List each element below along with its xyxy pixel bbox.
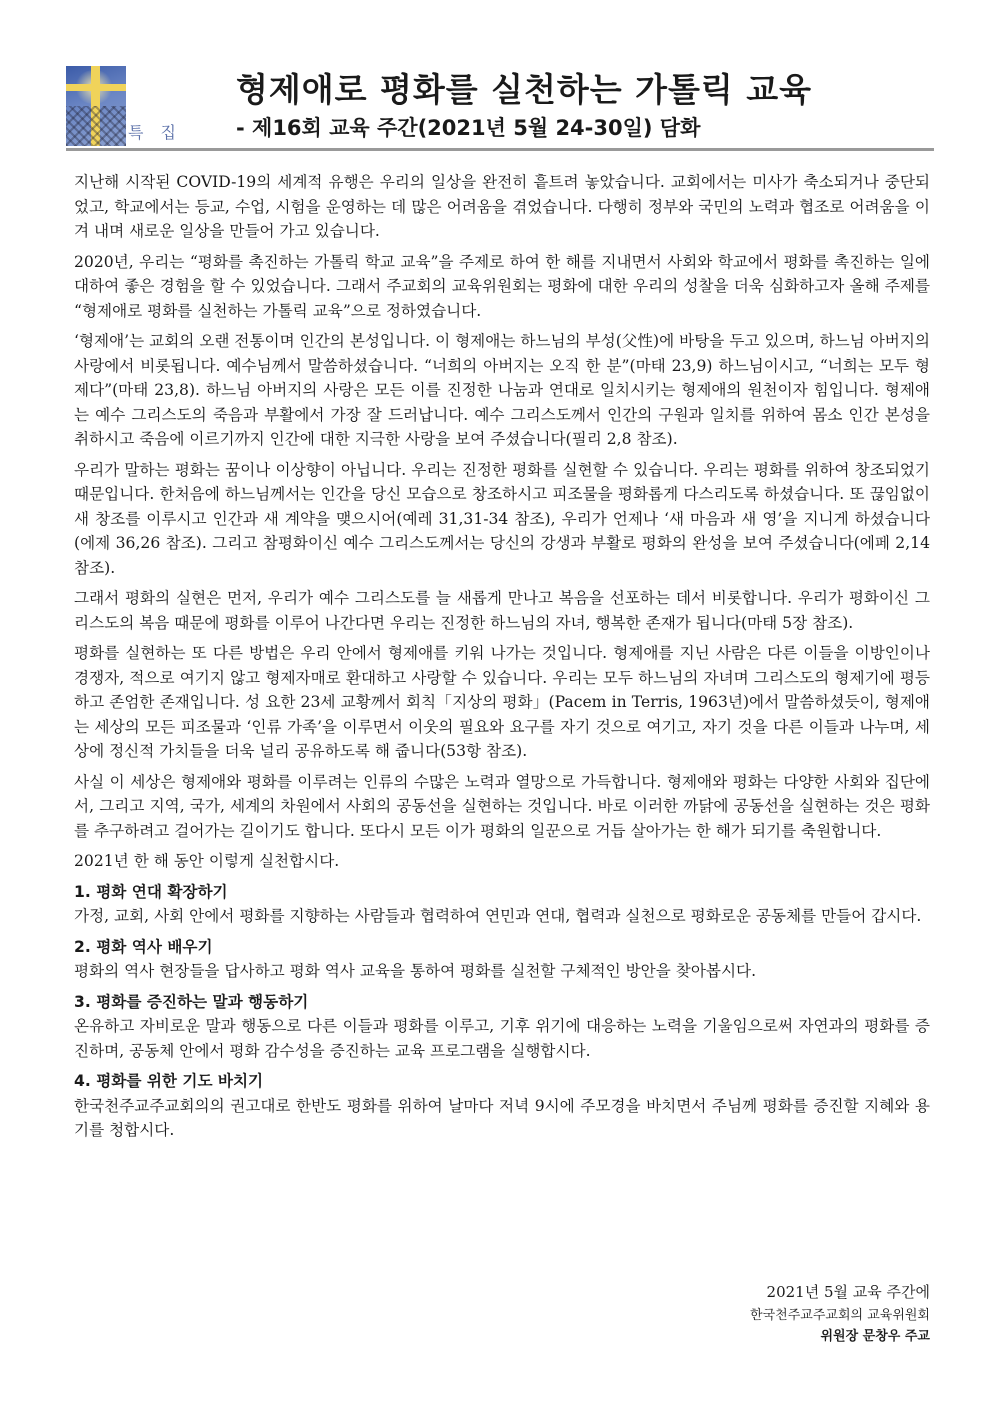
cross-logo-icon: [66, 66, 126, 146]
section-tag: 특 집: [128, 123, 182, 142]
page-subtitle: - 제16회 교육 주간(2021년 5월 24-30일) 담화: [236, 116, 701, 140]
practice-heading: 2. 평화 역사 배우기: [74, 937, 213, 956]
practice-heading: 1. 평화 연대 확장하기: [74, 882, 228, 901]
practice-text: 평화의 역사 현장들을 답사하고 평화 역사 교육을 통하여 평화를 실천할 구체적인 방안을 찾아봅시다.: [74, 962, 757, 980]
practice-heading: 4. 평화를 위한 기도 바치기: [74, 1072, 264, 1090]
signature-block: [750, 1279, 930, 1347]
paragraph: 2020년, 우리는 “평화를 촉진하는 가톨릭 학교 교육”을 주제로 하여 한 해를 지내면서 사회와 학교에서 평화를 촉진하는 일에 대하여 좋은 경험을 할 수 있었습니다. 그래서 주교회의 교육위원회는 평화에 대한 우리의 성찰을 더욱 심화하고자 올해 주제를 “형제애로 평화를 실천하는 가톨릭 교육”으로 정하였습니다.: [74, 252, 930, 320]
paragraph: 우리가 말하는 평화는 꿈이나 이상향이 아닙니다. 우리는 진정한 평화를 실현할 수 있습니다. 우리는 평화를 위하여 창조되었기 때문입니다. 한처음에 하느님께서는 인간을 당신 모습으로 창조하시고 피조물을 평화롭게 다스리도록 하셨습니다. 또 끊임없이 새 창조를 이루시고 인간과 새 계약을 맺으시어(예레 31,31-34 참조), 우리가 언제나 ‘새 마음과 새 영’을 지니게 하셨습니다(에제 36,26 참조). 그리고 참평화이신 예수 그리스도께서는 당신의 강생과 부활로 평화의 완성을 보여 주셨습니다(에페 2,14 참조).: [74, 460, 930, 577]
article-body: [74, 170, 930, 1149]
practice-text: 한국천주교주교회의의 권고대로 한반도 평화를 위하여 날마다 저녁 9시에 주모경을 바치면서 주님께 평화를 증진할 지혜와 용기를 청합시다.: [74, 1096, 930, 1139]
signature-org: 한국천주교주교회의 교육위원회: [750, 1308, 930, 1323]
paragraph: 2021년 한 해 동안 이렇게 실천합시다.: [74, 852, 340, 870]
paragraph: 사실 이 세상은 형제애와 평화를 이루려는 인류의 수많은 노력과 열망으로 가득합니다. 형제애와 평화는 다양한 사회와 집단에서, 그리고 지역, 국가, 세계의 차원에서 사회의 공동선을 실현하는 것입니다. 바로 이러한 까닭에 공동선을 실현하는 것은 평화를 추구하려고 걸어가는 길이기도 합니다. 또다시 모든 이가 평화의 일꾼으로 거듭 살아가는 한 해가 되기를 축원합니다.: [74, 772, 930, 840]
signature-date: 2021년 5월 교육 주간에: [766, 1283, 930, 1301]
paragraph: 그래서 평화의 실현은 먼저, 우리가 예수 그리스도를 늘 새롭게 만나고 복음을 선포하는 데서 비롯합니다. 우리가 평화이신 그리스도의 복음 때문에 평화를 이루어 나간다면 우리는 진정한 하느님의 자녀, 행복한 존재가 됩니다(마태 5장 참조).: [74, 589, 930, 632]
practice-heading: 3. 평화를 증진하는 말과 행동하기: [74, 992, 309, 1011]
page-title: 형제애로 평화를 실천하는 가톨릭 교육: [236, 70, 813, 109]
header-divider: [66, 148, 934, 151]
practice-text: 온유하고 자비로운 말과 행동으로 다른 이들과 평화를 이루고, 기후 위기에 대응하는 노력을 기울임으로써 자연과의 평화를 증진하며, 공동체 안에서 평화 감수성을 증진하는 교육 프로그램을 실행합시다.: [74, 1017, 930, 1060]
paragraph: 평화를 실현하는 또 다른 방법은 우리 안에서 형제애를 키워 나가는 것입니다. 형제애를 지닌 사람은 다른 이들을 이방인이나 경쟁자, 적으로 여기지 않고 형제자매로 환대하고 사랑할 수 있습니다. 우리는 모두 하느님의 자녀며 그리스도의 형제기에 평등하고 존엄한 존재입니다. 성 요한 23세 교황께서 회칙「지상의 평화」(Pacem in Terris, 1963년)에서 말씀하셨듯이, 형제애는 세상의 모든 피조물과 ‘인류 가족’을 이루면서 이웃의 필요와 요구를 자기 것으로 여기고, 자기 것을 다른 이들과 나누며, 세상에 정신적 가치들을 더욱 널리 공유하도록 해 줍니다(53항 참조).: [74, 644, 930, 760]
signature-name: 위원장 문창우 주교: [820, 1329, 930, 1344]
paragraph: ‘형제애’는 교회의 오랜 전통이며 인간의 본성입니다. 이 형제애는 하느님의 부성(父性)에 바탕을 두고 있으며, 하느님 아버지의 사랑에서 비롯됩니다. 예수님께서 말씀하셨습니다. “너희의 아버지는 오직 한 분”(마태 23,9) 하느님이시고, “너희는 모두 형제다”(마태 23,8). 하느님 아버지의 사랑은 모든 이를 진정한 나눔과 연대로 일치시키는 형제애의 원천이자 힘입니다. 형제애는 예수 그리스도의 죽음과 부활에서 가장 잘 드러납니다. 예수 그리스도께서 인간의 구원과 일치를 위하여 몸소 인간 본성을 취하시고 죽음에 이르기까지 인간에 대한 지극한 사랑을 보여 주셨습니다(필리 2,8 참조).: [74, 332, 930, 448]
paragraph: 지난해 시작된 COVID-19의 세계적 유행은 우리의 일상을 완전히 흩트려 놓았습니다. 교회에서는 미사가 축소되거나 중단되었고, 학교에서는 등교, 수업, 시험을 운영하는 데 많은 어려움을 겪었습니다. 다행히 정부와 국민의 노력과 협조로 어려움을 이겨 내며 새로운 일상을 만들어 가고 있습니다.: [74, 173, 930, 240]
practice-text: 가정, 교회, 사회 안에서 평화를 지향하는 사람들과 협력하여 연민과 연대, 협력과 실천으로 평화로운 공동체를 만들어 갑시다.: [74, 907, 922, 925]
